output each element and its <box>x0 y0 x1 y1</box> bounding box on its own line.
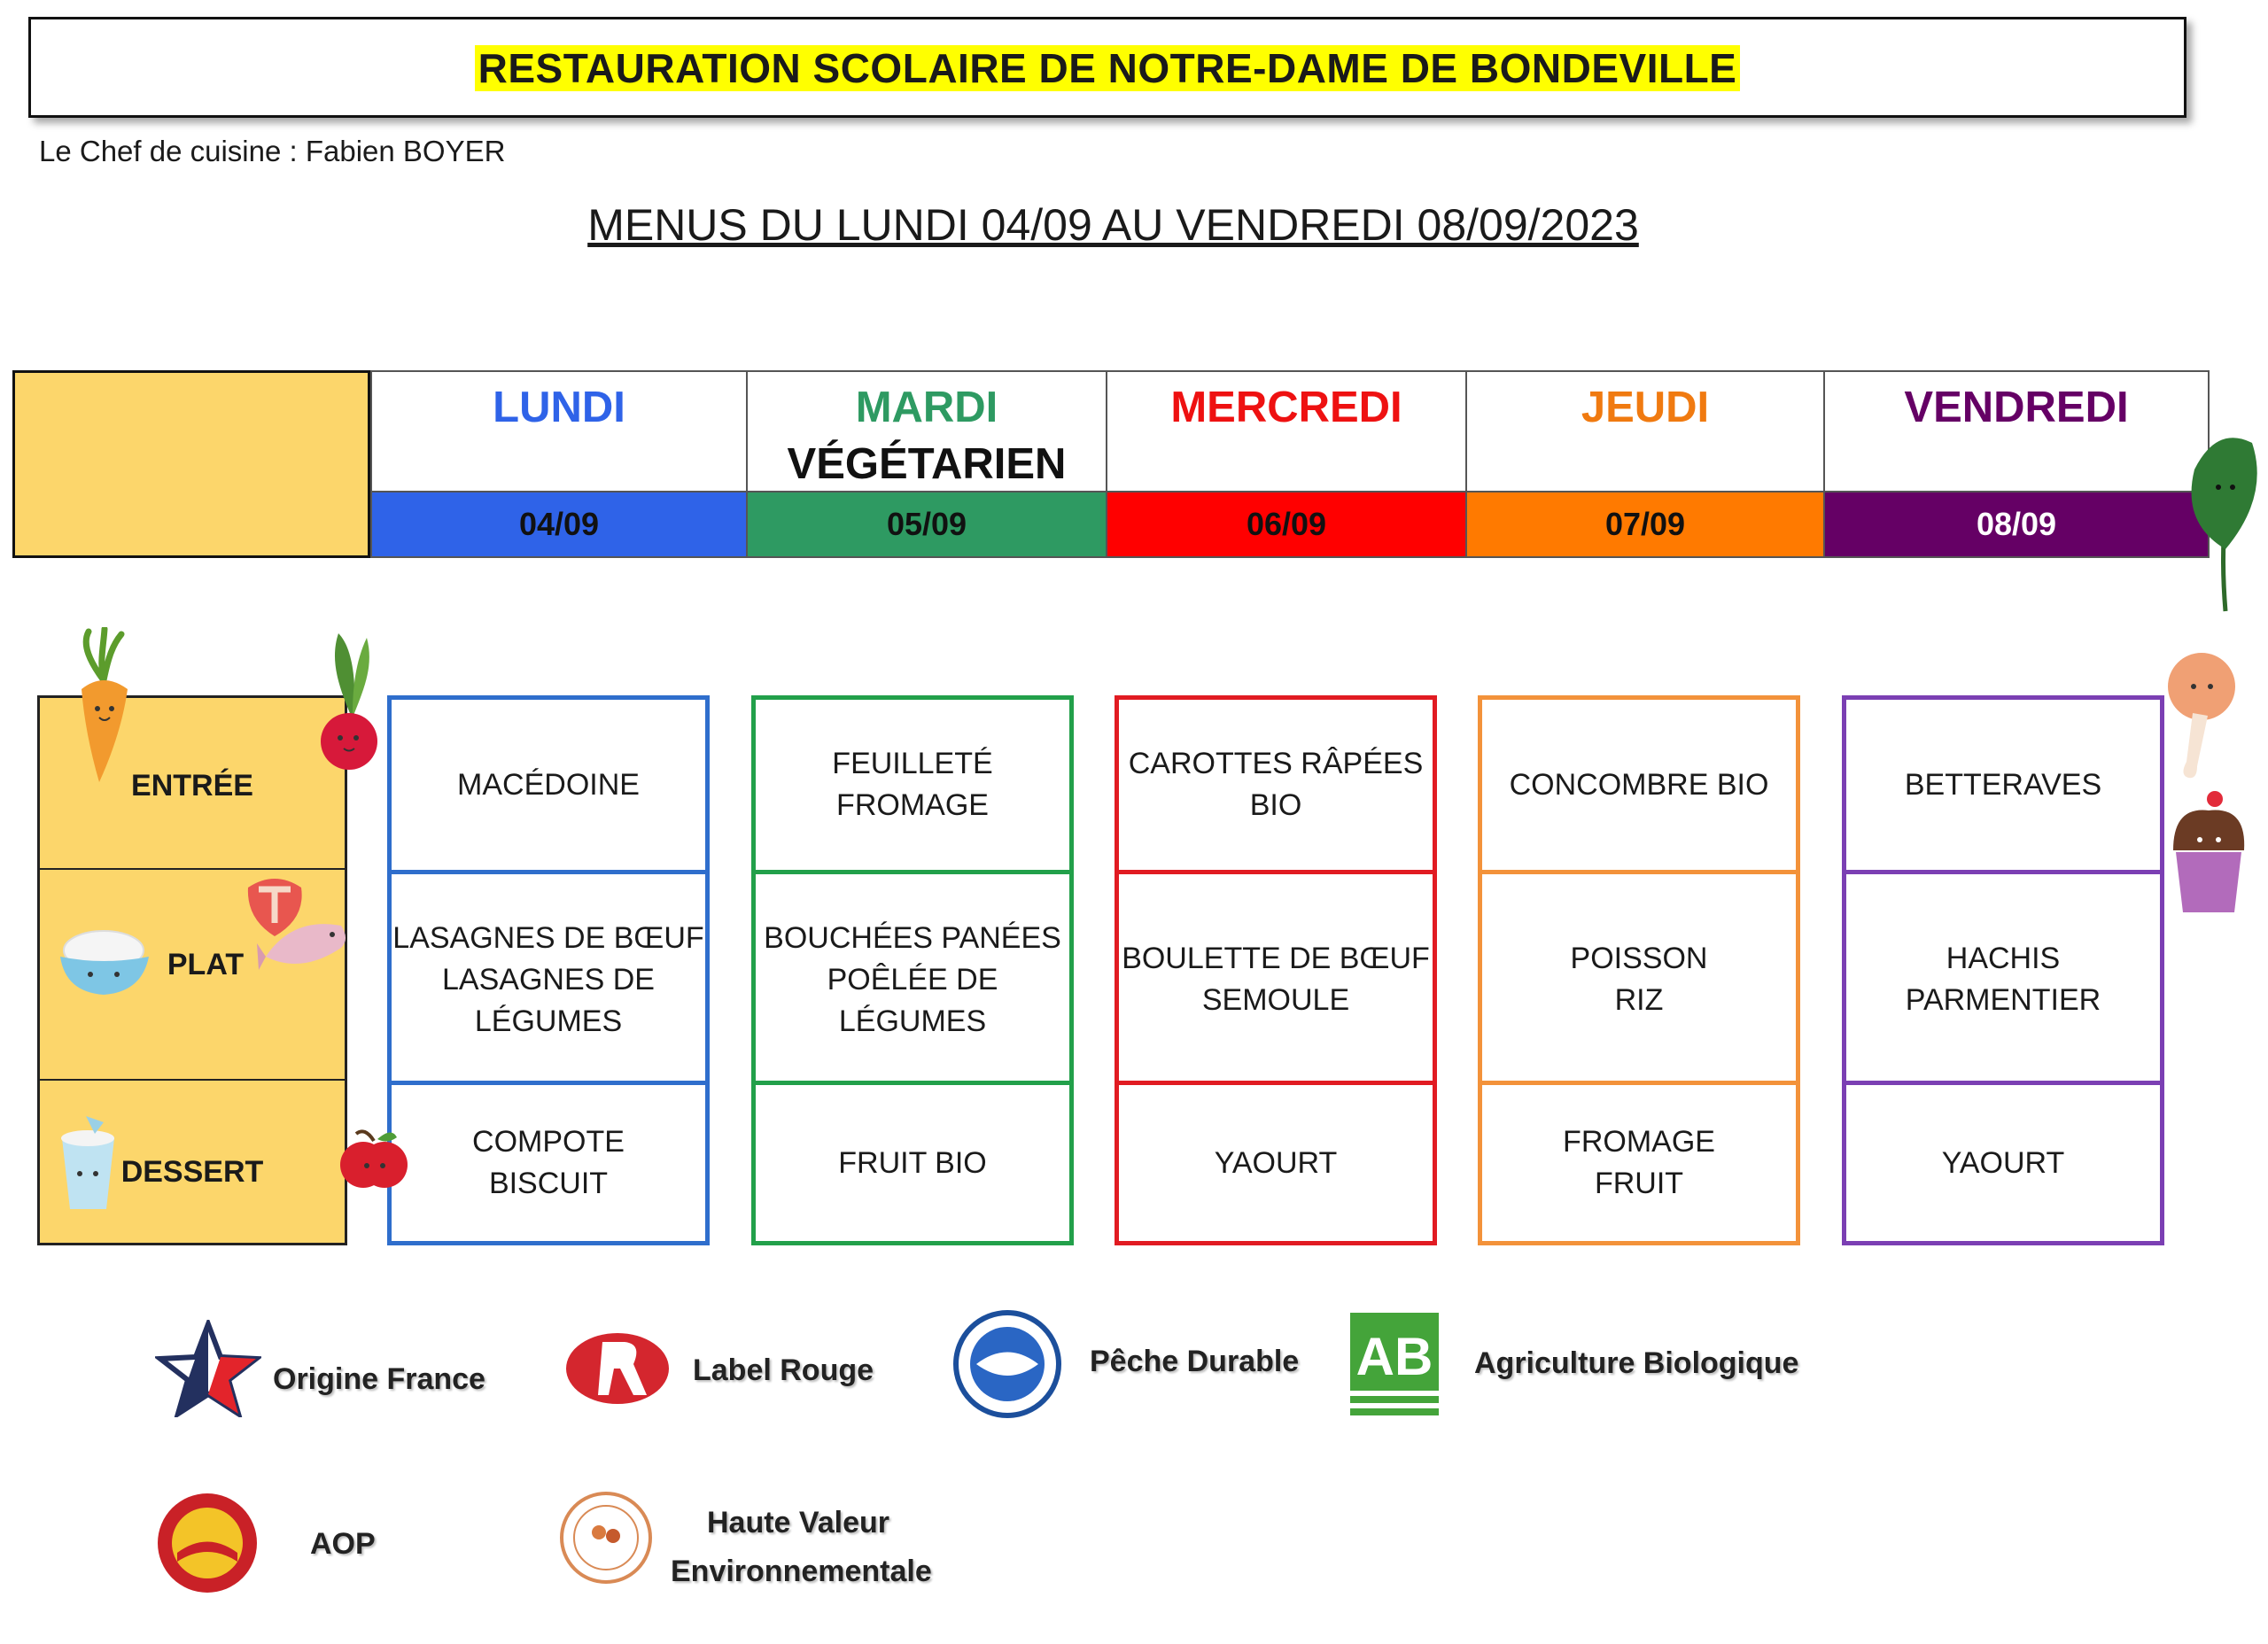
svg-text:AB: AB <box>1355 1327 1433 1386</box>
day-date: 04/09 <box>372 491 746 556</box>
menu-cell-entree <box>1119 700 1433 870</box>
carrot-icon <box>73 627 135 787</box>
menu-line: BIO <box>1249 788 1302 822</box>
menu-line: CAROTTES RÂPÉES <box>1128 747 1424 780</box>
spinach-icon <box>2181 425 2265 616</box>
menu-line: YAOURT <box>1941 1145 2065 1180</box>
menu-line: FEUILLETÉ <box>832 747 993 780</box>
legend-label-rouge: Label Rouge <box>693 1353 874 1387</box>
day-header-mardi <box>748 370 1107 558</box>
menu-cell-dessert <box>1482 1085 1796 1241</box>
row-label-dessert: DESSERT <box>120 1155 264 1189</box>
fish-icon <box>257 903 354 974</box>
day-name: MARDI <box>855 384 998 431</box>
menu-line: MACÉDOINE <box>457 767 640 802</box>
menu-line: LÉGUMES <box>474 1004 623 1038</box>
menu-line: POISSON <box>1570 942 1708 975</box>
day-header-mercredi <box>1107 370 1467 558</box>
legend-hve-line2: Environnementale <box>671 1555 932 1588</box>
row-label-entree: ENTRÉE <box>131 769 253 803</box>
day-date: 07/09 <box>1467 491 1823 556</box>
menu-cell-plat <box>756 874 1069 1085</box>
origine-france-logo <box>155 1320 261 1417</box>
menu-line: BOULETTE DE BŒUF <box>1122 942 1430 975</box>
menu-line: PARMENTIER <box>1905 983 2101 1017</box>
hve-logo <box>558 1490 654 1586</box>
menu-cell-dessert <box>392 1085 705 1241</box>
day-header-lundi <box>370 370 748 558</box>
rice-bowl-icon <box>53 926 155 996</box>
day-header-jeudi <box>1467 370 1825 558</box>
page-title: RESTAURATION SCOLAIRE DE NOTRE-DAME DE BONDEVILLE <box>475 45 1741 91</box>
menu-line: RIZ <box>1614 983 1664 1017</box>
legend-peche-durable: Pêche Durable <box>1090 1345 1300 1378</box>
aop-logo <box>155 1491 260 1595</box>
menu-cell-dessert <box>1119 1085 1433 1241</box>
day-date: 06/09 <box>1107 491 1465 556</box>
menu-line: YAOURT <box>1214 1145 1338 1180</box>
legend-hve-line1: Haute Valeur <box>707 1506 889 1539</box>
legend-agriculture-biologique: Agriculture Biologique <box>1474 1346 1799 1380</box>
row-label-plat: PLAT <box>167 948 245 981</box>
menu-line: BETTERAVES <box>1904 767 2102 802</box>
menu-cell-dessert <box>1846 1085 2160 1241</box>
menu-line: LÉGUMES <box>838 1004 987 1038</box>
day-name: VENDREDI <box>1904 384 2129 431</box>
menu-line: BOUCHÉES PANÉES <box>764 920 1061 955</box>
menu-cell-entree <box>1482 700 1796 870</box>
agriculture-biologique-logo <box>1348 1311 1441 1422</box>
day-date: 08/09 <box>1825 491 2208 556</box>
peche-durable-logo <box>950 1309 1065 1420</box>
menu-cell-plat <box>392 874 705 1085</box>
radish-icon <box>312 624 392 784</box>
legend-origine-france: Origine France <box>273 1362 485 1396</box>
menu-line: CONCOMBRE BIO <box>1509 767 1769 802</box>
menu-line: FRUIT <box>1594 1167 1684 1200</box>
title-box <box>28 17 2186 118</box>
legend-aop: AOP <box>310 1527 376 1561</box>
menu-cell-entree <box>392 700 705 870</box>
cupcake-icon <box>2169 788 2249 917</box>
menu-cell-plat <box>1482 874 1796 1085</box>
menu-column-mardi <box>751 695 1074 1245</box>
day-name: LUNDI <box>493 384 625 431</box>
menu-column-mercredi <box>1115 695 1437 1245</box>
menu-column-jeudi <box>1478 695 1800 1245</box>
week-title: MENUS DU LUNDI 04/09 AU VENDREDI 08/09/2023 <box>587 200 1639 250</box>
day-subtitle: VÉGÉTARIEN <box>787 440 1067 488</box>
menu-line: COMPOTE <box>472 1125 625 1159</box>
menu-line: HACHIS <box>1946 942 2061 975</box>
menu-cell-entree <box>756 700 1069 870</box>
menu-line: FROMAGE <box>1563 1125 1715 1159</box>
menu-line: LASAGNES DE <box>442 962 655 996</box>
header-corner-cell <box>12 370 370 558</box>
day-header-vendredi <box>1825 370 2210 558</box>
menu-column-vendredi <box>1842 695 2164 1245</box>
menu-line: FROMAGE <box>836 788 989 822</box>
day-name: JEUDI <box>1581 384 1710 431</box>
apple-icon <box>338 1125 409 1196</box>
menu-line: SEMOULE <box>1201 983 1350 1017</box>
label-rouge-logo <box>563 1324 673 1413</box>
day-date: 05/09 <box>748 491 1106 556</box>
menu-line: POÊLÉE DE <box>827 962 998 996</box>
menu-column-lundi <box>387 695 710 1245</box>
day-name: MERCREDI <box>1170 384 1402 431</box>
chef-name: Le Chef de cuisine : Fabien BOYER <box>39 135 506 167</box>
menu-line: LASAGNES DE BŒUF <box>392 920 704 955</box>
menu-cell-dessert <box>756 1085 1069 1241</box>
menu-cell-plat <box>1846 874 2160 1085</box>
menu-cell-plat <box>1119 874 1433 1085</box>
menu-line: BISCUIT <box>488 1167 609 1200</box>
chicken-leg-icon <box>2162 647 2241 779</box>
yogurt-icon <box>55 1112 121 1214</box>
menu-cell-entree <box>1846 700 2160 870</box>
menu-line: FRUIT BIO <box>838 1145 987 1180</box>
